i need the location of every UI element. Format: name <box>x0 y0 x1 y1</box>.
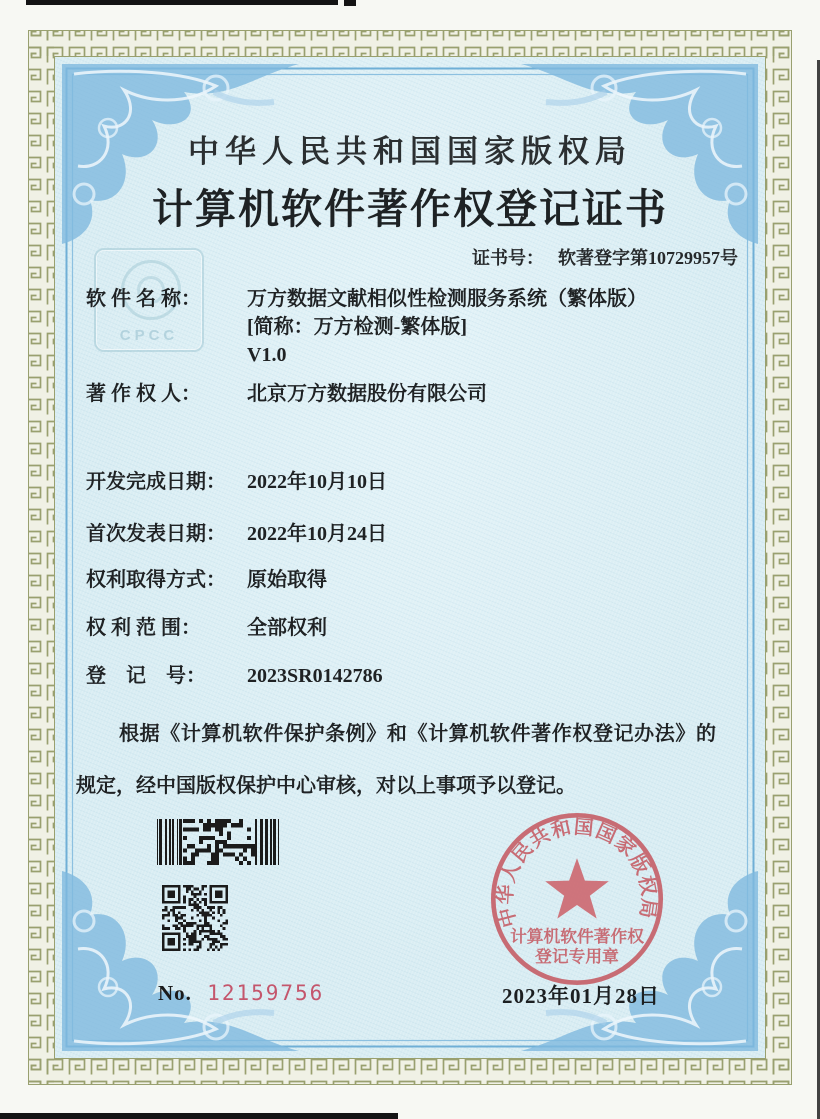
field-copyright-owner <box>86 380 487 408</box>
software-version-line: V1.0 <box>247 344 287 366</box>
official-seal <box>484 806 670 992</box>
field-label: 开发完成日期： <box>86 471 226 493</box>
seal-ring-text: 中华人民共和国国家版权局 <box>495 817 659 930</box>
certificate-content <box>54 56 766 1059</box>
software-short-name-line: [简称：万方检测-繁体版] <box>247 316 467 338</box>
field-value: 北京万方数据股份有限公司 <box>247 383 487 405</box>
certificate-number-label: 证书号： <box>472 248 544 268</box>
registration-statement: 根据《计算机软件保护条例》和《计算机软件著作权登记办法》的规定，经中国版权保护中心审核，对以上事项予以登记。 <box>76 723 716 797</box>
serial-number-value: 12159756 <box>207 981 325 1005</box>
seal-line2: 登记专用章 <box>535 947 619 967</box>
cpcc-watermark-label: CPCC <box>119 327 179 344</box>
scan-artifact <box>344 0 356 6</box>
qr-code <box>162 885 228 951</box>
field-label: 著 作 权 人： <box>86 383 201 405</box>
field-value: 2022年10月24日 <box>247 523 387 545</box>
seal-line1: 计算机软件著作权 <box>510 926 644 946</box>
qr-code-icon <box>162 885 228 951</box>
field-label: 登 记 号： <box>86 665 206 687</box>
certificate-number-line <box>472 244 738 270</box>
field-value <box>247 285 647 369</box>
field-dev-complete-date <box>86 468 387 496</box>
field-value: 2022年10月10日 <box>247 471 387 493</box>
field-rights-acquisition <box>86 566 327 594</box>
field-registration-number <box>86 662 383 690</box>
field-rights-scope <box>86 614 327 642</box>
serial-number-label: No. <box>158 981 192 1005</box>
serial-number-line <box>158 981 324 1006</box>
field-value: 全部权利 <box>247 617 327 639</box>
field-value: 2023SR0142786 <box>247 665 383 687</box>
barcode <box>157 819 281 865</box>
authority-title: 中华人民共和国国家版权局 <box>188 134 632 169</box>
star-icon <box>545 858 609 919</box>
scan-artifact <box>26 0 338 5</box>
field-label: 权利取得方式： <box>86 569 226 591</box>
field-first-publish-date <box>86 520 387 548</box>
scan-artifact <box>0 1113 398 1119</box>
field-label: 软 件 名 称： <box>86 288 201 310</box>
field-software-name <box>86 285 647 369</box>
certificate-title: 计算机软件著作权登记证书 <box>152 186 668 232</box>
field-value: 原始取得 <box>247 569 327 591</box>
software-name-line: 万方数据文献相似性检测服务系统（繁体版） <box>247 288 647 310</box>
field-label: 首次发表日期： <box>86 523 226 545</box>
issue-date: 2023年01月28日 <box>502 984 660 1008</box>
certificate-number-value: 软著登字第10729957号 <box>558 248 738 268</box>
field-label: 权 利 范 围： <box>86 617 201 639</box>
barcode-icon <box>157 819 281 865</box>
